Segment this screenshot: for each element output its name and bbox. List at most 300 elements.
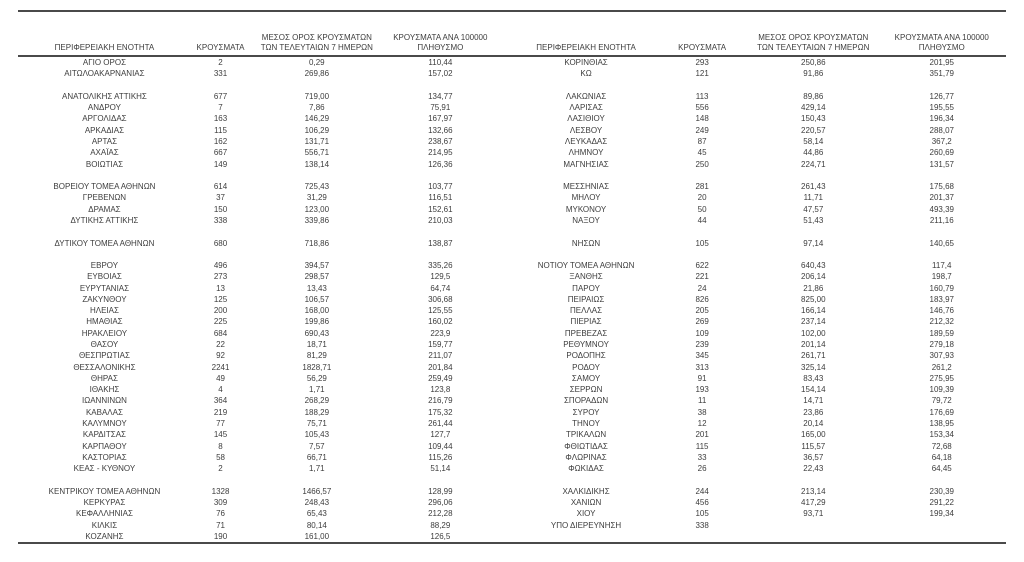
left-avg7-header-line1: ΜΕΣΟΣ ΟΡΟΣ ΚΡΟΥΣΜΑΤΩΝ [261, 33, 372, 42]
spacer-cell [497, 508, 517, 519]
left-avg7-cell: 268,29 [304, 396, 330, 406]
right-cases-cell [655, 226, 749, 237]
table-row [18, 316, 1006, 327]
right-cases-cell: 281 [695, 182, 709, 192]
left-region-cell: ΙΩΑΝΝΙΝΩΝ [82, 396, 127, 406]
right-avg7-cell: 44,86 [803, 148, 824, 158]
spacer-cell [497, 283, 517, 294]
left-region-cell: ΚΕΑΣ - ΚΥΘΝΟΥ [73, 464, 136, 474]
table-row [18, 260, 1006, 271]
left-per100k-cell: 110,44 [428, 58, 453, 67]
right-cases-cell: 12 [697, 419, 707, 428]
right-region-cell [517, 531, 655, 543]
table-row [18, 136, 1006, 147]
left-region-cell: ΚΟΖΑΝΗΣ [85, 531, 124, 541]
right-avg7-cell: 261,43 [801, 182, 826, 192]
right-per100k-cell: 160,79 [929, 283, 954, 293]
right-per100k-cell: 291,22 [929, 497, 954, 507]
spacer-cell [497, 486, 517, 497]
right-cases-cell: 11 [697, 396, 707, 406]
left-per100k-cell: 125,55 [428, 306, 453, 316]
left-per100k-header-line1: ΚΡΟΥΣΜΑΤΑ ΑΝΑ 100000 [393, 33, 488, 42]
right-region-cell: ΠΕΙΡΑΙΩΣ [567, 294, 605, 304]
right-avg7-cell: 22,43 [803, 464, 824, 474]
right-region-cell: ΠΙΕΡΙΑΣ [570, 317, 602, 327]
left-cases-header: ΚΡΟΥΣΜΑΤΑ [196, 43, 245, 52]
left-avg7-cell: 81,29 [306, 351, 327, 361]
left-per100k-cell: 335,26 [428, 261, 453, 271]
left-region-cell: ΚΑΛΥΜΝΟΥ [82, 419, 127, 428]
spacer-cell [497, 113, 517, 124]
left-avg7-cell: 199,86 [304, 317, 330, 327]
spacer-cell [497, 271, 517, 282]
left-per100k-cell: 126,5 [430, 531, 451, 541]
spacer-cell [497, 384, 517, 395]
table-row [18, 215, 1006, 226]
left-cases-cell: 680 [213, 238, 228, 248]
right-cases-cell: 193 [695, 385, 709, 395]
right-cases-cell: 38 [697, 407, 707, 417]
table-row [18, 204, 1006, 215]
left-avg7-cell: 248,43 [304, 497, 330, 507]
left-avg7-cell: 138,14 [304, 159, 330, 169]
right-region-cell: ΛΕΣΒΟΥ [569, 125, 603, 135]
left-cases-cell: 4 [218, 385, 223, 395]
table-row [18, 159, 1006, 170]
left-cases-cell: 677 [213, 91, 228, 101]
left-per100k-cell: 115,26 [428, 452, 453, 462]
right-avg7-cell: 36,57 [803, 452, 824, 462]
right-avg7-cell [749, 249, 877, 260]
right-avg7-cell: 237,14 [801, 317, 826, 327]
table-row [18, 520, 1006, 531]
left-cases-cell [191, 474, 250, 485]
left-avg7-cell [250, 226, 383, 237]
right-region-cell: ΞΑΝΘΗΣ [569, 272, 603, 282]
right-cases-cell: 201 [695, 430, 709, 440]
left-per100k-cell: 132,66 [428, 125, 453, 135]
table-row [18, 508, 1006, 519]
left-per100k-cell: 51,14 [430, 464, 451, 474]
left-region-cell: ΔΡΑΜΑΣ [88, 204, 121, 214]
spacer-cell [497, 339, 517, 350]
right-region-cell: ΥΠΟ ΔΙΕΡΕΥΝΗΣΗ [550, 520, 622, 530]
left-avg7-cell [250, 80, 383, 91]
left-region-cell: ΚΑΡΠΑΘΟΥ [82, 441, 127, 451]
right-region-cell: ΣΕΡΡΩΝ [569, 385, 603, 395]
spacer-cell [497, 294, 517, 305]
left-avg7-cell: 161,00 [304, 531, 330, 541]
left-per100k-cell: 103,77 [428, 182, 453, 192]
right-cases-cell: 24 [697, 283, 707, 293]
table-row [18, 339, 1006, 350]
left-per100k-cell: 210,03 [428, 215, 453, 225]
right-per100k-cell: 146,76 [929, 306, 954, 316]
spacer-cell [497, 463, 517, 474]
right-avg7-cell [749, 226, 877, 237]
spacer-cell [497, 192, 517, 203]
left-region-cell: ΑΡΓΟΛΙΔΑΣ [82, 114, 127, 124]
right-avg7-cell [749, 170, 877, 181]
left-avg7-cell: 719,00 [304, 91, 330, 101]
right-region-cell: ΚΟΡΙΝΘΙΑΣ [564, 58, 608, 67]
spacer-cell [497, 350, 517, 361]
table-row [18, 407, 1006, 418]
right-region-cell: ΦΘΙΩΤΙΔΑΣ [564, 441, 608, 451]
table-row [18, 125, 1006, 136]
spacer-cell [497, 407, 517, 418]
right-avg7-cell: 154,14 [801, 385, 826, 395]
right-region-cell: ΠΑΡΟΥ [572, 283, 600, 293]
spacer-cell [497, 170, 517, 181]
left-avg7-cell: 269,86 [304, 69, 330, 79]
right-avg7-cell: 83,43 [803, 373, 824, 383]
left-per100k-cell: 64,74 [430, 283, 451, 293]
right-per100k-cell: 117,4 [932, 261, 952, 271]
table-row [18, 452, 1006, 463]
right-per100k-cell: 195,55 [929, 103, 954, 113]
right-avg7-cell: 640,43 [801, 261, 826, 271]
table-row [18, 384, 1006, 395]
left-avg7-cell: 7,86 [309, 103, 325, 113]
right-avg7-cell: 825,00 [801, 294, 826, 304]
header-row [18, 11, 1006, 56]
left-avg7-cell: 690,43 [304, 328, 330, 338]
right-avg7-cell: 20,14 [803, 419, 824, 428]
right-cases-cell: 249 [695, 125, 709, 135]
left-avg7-cell: 131,71 [304, 136, 330, 146]
left-region-cell: ΗΡΑΚΛΕΙΟΥ [81, 328, 128, 338]
left-region-cell: ΘΑΣΟΥ [90, 340, 119, 350]
regional-cases-table-sheet [18, 10, 1006, 544]
right-avg7-cell: 150,43 [801, 114, 826, 124]
left-avg7-cell: 66,71 [306, 452, 327, 462]
right-region-cell [517, 474, 655, 485]
left-avg7-cell: 56,29 [306, 373, 327, 383]
left-per100k-cell: 211,07 [428, 351, 453, 361]
spacer-cell [497, 80, 517, 91]
left-region-cell: ΗΜΑΘΙΑΣ [86, 317, 123, 327]
left-region-cell: ΚΕΝΤΡΙΚΟΥ ΤΟΜΕΑ ΑΘΗΝΩΝ [48, 486, 161, 496]
left-cases-cell: 2 [218, 58, 223, 67]
right-cases-cell: 338 [695, 520, 709, 530]
right-per100k-cell: 351,79 [929, 69, 954, 79]
left-per100k-cell: 216,79 [428, 396, 453, 406]
left-per100k-cell: 259,49 [428, 373, 453, 383]
left-cases-cell: 13 [216, 283, 225, 293]
left-avg7-cell: 0,29 [309, 58, 325, 67]
left-avg7-cell: 65,43 [306, 509, 327, 519]
left-cases-cell: 8 [218, 441, 223, 451]
left-per100k-cell: 214,95 [428, 148, 453, 158]
right-cases-cell: 556 [695, 103, 709, 113]
left-cases-cell: 145 [213, 430, 228, 440]
table-row [18, 91, 1006, 102]
right-avg7-header-line1: ΜΕΣΟΣ ΟΡΟΣ ΚΡΟΥΣΜΑΤΩΝ [758, 33, 869, 42]
left-avg7-cell: 1466,57 [302, 486, 332, 496]
left-avg7-cell: 7,57 [309, 441, 325, 451]
right-per100k-cell [878, 474, 1007, 485]
table-row [18, 486, 1006, 497]
left-region-cell: ΔΥΤΙΚΗΣ ΑΤΤΙΚΗΣ [70, 215, 139, 225]
table-row [18, 418, 1006, 429]
right-per100k-cell: 126,77 [929, 91, 954, 101]
right-cases-cell: 113 [695, 91, 709, 101]
right-per100k-cell: 260,69 [929, 148, 954, 158]
right-region-cell [517, 170, 655, 181]
left-cases-cell: 225 [213, 317, 228, 327]
left-cases-cell [191, 80, 250, 91]
left-region-cell: ΑΝΔΡΟΥ [87, 103, 121, 113]
right-region-cell: ΠΡΕΒΕΖΑΣ [564, 328, 608, 338]
left-per100k-cell: 160,02 [428, 317, 453, 327]
right-region-cell: ΛΑΡΙΣΑΣ [569, 103, 603, 113]
left-region-cell [18, 80, 191, 91]
right-avg7-cell: 93,71 [803, 509, 824, 519]
left-cases-cell: 309 [213, 497, 228, 507]
right-cases-cell: 293 [695, 58, 709, 67]
left-cases-cell: 684 [213, 328, 228, 338]
table-row [18, 395, 1006, 406]
table-row [18, 113, 1006, 124]
left-region-cell: ΑΡΤΑΣ [91, 136, 118, 146]
right-region-cell: ΛΗΜΝΟΥ [568, 148, 604, 158]
right-avg7-cell: 224,71 [801, 159, 826, 169]
left-avg7-header-line2: ΤΩΝ ΤΕΛΕΥΤΑΙΩΝ 7 ΗΜΕΡΩΝ [260, 43, 373, 52]
left-cases-cell: 496 [213, 261, 228, 271]
right-avg7-cell: 21,86 [803, 283, 824, 293]
right-cases-header: ΚΡΟΥΣΜΑΤΑ [678, 43, 727, 52]
right-region-cell: ΧΙΟΥ [576, 509, 596, 519]
right-avg7-cell: 115,57 [801, 441, 826, 451]
left-per100k-cell: 306,68 [428, 294, 453, 304]
left-region-cell: ΑΡΚΑΔΙΑΣ [84, 125, 125, 135]
left-avg7-cell: 146,29 [304, 114, 330, 124]
left-per100k-cell: 128,99 [428, 486, 453, 496]
right-avg7-cell: 165,00 [801, 430, 826, 440]
right-region-header: ΠΕΡΙΦΕΡΕΙΑΚΗ ΕΝΟΤΗΤΑ [536, 43, 636, 52]
right-cases-cell: 105 [695, 509, 709, 519]
right-per100k-cell [878, 249, 1007, 260]
right-avg7-cell [749, 474, 877, 485]
right-per100k-cell: 275,95 [929, 373, 954, 383]
table-row [18, 350, 1006, 361]
left-cases-cell: 162 [213, 136, 228, 146]
table-row [18, 283, 1006, 294]
right-avg7-cell: 220,57 [801, 125, 826, 135]
left-region-cell: ΚΕΦΑΛΛΗΝΙΑΣ [75, 509, 133, 519]
right-cases-cell [655, 80, 749, 91]
left-per100k-cell [384, 249, 498, 260]
spacer-cell [497, 452, 517, 463]
right-per100k-header [878, 11, 1007, 56]
right-per100k-cell: 493,39 [929, 204, 954, 214]
left-avg7-cell: 188,29 [304, 407, 330, 417]
regional-cases-table [18, 10, 1006, 544]
right-avg7-cell: 89,86 [803, 91, 824, 101]
left-per100k-cell: 296,06 [428, 497, 453, 507]
table-row [18, 238, 1006, 249]
right-cases-cell: 148 [695, 114, 709, 124]
left-cases-cell: 667 [213, 148, 228, 158]
left-per100k-cell: 212,28 [428, 509, 453, 519]
right-avg7-cell: 51,43 [803, 215, 824, 225]
table-row [18, 271, 1006, 282]
left-avg7-header [250, 11, 383, 56]
right-per100k-cell: 261,2 [931, 362, 952, 372]
spacer-cell [497, 373, 517, 384]
right-region-cell: ΠΕΛΛΑΣ [570, 306, 603, 316]
right-region-cell: ΣΠΟΡΑΔΩΝ [563, 396, 609, 406]
left-region-cell: ΗΛΕΙΑΣ [89, 306, 119, 316]
left-avg7-cell: 123,00 [304, 204, 330, 214]
right-cases-cell: 244 [695, 486, 709, 496]
spacer-cell [497, 362, 517, 373]
right-region-cell: ΛΕΥΚΑΔΑΣ [564, 136, 608, 146]
left-region-cell [18, 474, 191, 485]
spacer-cell [497, 531, 517, 543]
right-region-cell: ΡΕΘΥΜΝΟΥ [563, 340, 609, 350]
right-avg7-header [749, 11, 877, 56]
left-region-cell [18, 226, 191, 237]
left-avg7-cell: 18,71 [306, 340, 327, 350]
spacer-cell [497, 102, 517, 113]
table-row [18, 68, 1006, 79]
right-cases-cell: 269 [695, 317, 709, 327]
right-region-cell: ΡΟΔΟΠΗΣ [566, 351, 606, 361]
table-row [18, 294, 1006, 305]
left-avg7-cell: 106,29 [304, 125, 330, 135]
right-avg7-cell [749, 520, 877, 531]
spacer-cell [497, 441, 517, 452]
left-avg7-cell: 725,43 [304, 182, 330, 192]
right-per100k-cell: 72,68 [931, 441, 952, 451]
left-cases-cell: 364 [213, 396, 228, 406]
left-per100k-cell: 261,44 [428, 419, 453, 428]
right-cases-cell: 115 [695, 441, 709, 451]
right-per100k-cell: 176,69 [929, 407, 954, 417]
spacer-cell [497, 395, 517, 406]
left-avg7-cell: 31,29 [306, 193, 327, 203]
spacer-cell [497, 249, 517, 260]
right-region-cell: ΝΗΣΩΝ [571, 238, 601, 248]
right-per100k-cell: 211,16 [929, 215, 954, 225]
left-region-cell: ΑΝΑΤΟΛΙΚΗΣ ΑΤΤΙΚΗΣ [62, 91, 147, 101]
right-per100k-cell: 201,95 [929, 58, 954, 67]
left-cases-cell: 49 [216, 373, 225, 383]
left-avg7-cell: 339,86 [304, 215, 330, 225]
right-cases-cell: 239 [695, 340, 709, 350]
right-region-cell: ΣΑΜΟΥ [571, 373, 601, 383]
left-avg7-cell [250, 170, 383, 181]
table-row [18, 441, 1006, 452]
left-cases-cell: 2241 [211, 362, 230, 372]
table-row [18, 226, 1006, 237]
left-per100k-cell [384, 474, 498, 485]
left-per100k-header [384, 11, 498, 56]
right-avg7-cell: 11,71 [803, 193, 823, 203]
right-avg7-cell: 206,14 [801, 272, 826, 282]
right-cases-cell: 45 [697, 148, 707, 158]
right-region-cell: ΝΑΞΟΥ [572, 215, 600, 225]
spacer-cell [497, 125, 517, 136]
left-region-cell: ΔΥΤΙΚΟΥ ΤΟΜΕΑ ΑΘΗΝΩΝ [54, 238, 155, 248]
left-per100k-cell: 167,97 [428, 114, 453, 124]
left-region-cell: ΚΕΡΚΥΡΑΣ [83, 497, 126, 507]
right-cases-cell: 456 [695, 497, 709, 507]
left-cases-cell: 7 [218, 103, 223, 113]
left-cases-cell: 149 [213, 159, 228, 169]
right-avg7-cell: 91,86 [803, 69, 824, 79]
right-region-cell: ΚΩ [580, 69, 592, 79]
left-per100k-cell: 159,77 [428, 340, 453, 350]
right-region-cell: ΜΥΚΟΝΟΥ [565, 204, 607, 214]
right-region-cell: ΦΩΚΙΔΑΣ [568, 464, 604, 474]
right-region-cell: ΜΑΓΝΗΣΙΑΣ [563, 159, 609, 169]
right-region-cell [517, 226, 655, 237]
right-cases-cell [655, 170, 749, 181]
right-region-cell [517, 80, 655, 91]
right-per100k-cell: 199,34 [929, 509, 954, 519]
left-cases-cell: 92 [216, 351, 225, 361]
right-avg7-cell: 261,71 [801, 351, 826, 361]
left-avg7-cell: 1,71 [309, 385, 325, 395]
right-cases-cell [655, 249, 749, 260]
table-row [18, 181, 1006, 192]
left-per100k-cell [384, 226, 498, 237]
right-cases-cell: 826 [695, 294, 709, 304]
left-cases-cell: 71 [216, 520, 225, 530]
left-avg7-cell: 556,71 [304, 148, 330, 158]
left-region-cell [18, 170, 191, 181]
spacer-cell [497, 429, 517, 440]
spacer-cell [497, 159, 517, 170]
right-per100k-cell [878, 226, 1007, 237]
right-per100k-cell: 131,57 [929, 159, 954, 169]
left-cases-cell: 1328 [211, 486, 230, 496]
right-per100k-cell [878, 80, 1007, 91]
left-region-cell: ΕΥΡΥΤΑΝΙΑΣ [79, 283, 130, 293]
spacer-cell [497, 147, 517, 158]
spacer-cell [497, 181, 517, 192]
left-region-cell: ΘΕΣΣΑΛΟΝΙΚΗΣ [73, 362, 136, 372]
right-per100k-cell: 138,95 [929, 419, 954, 428]
right-cases-cell: 121 [695, 69, 709, 79]
right-cases-cell: 221 [695, 272, 709, 282]
left-per100k-cell: 138,87 [428, 238, 453, 248]
spacer-cell [497, 68, 517, 79]
right-cases-cell: 33 [697, 452, 707, 462]
left-cases-cell: 76 [216, 509, 225, 519]
left-avg7-cell: 1,71 [309, 464, 325, 474]
right-per100k-cell: 198,7 [931, 272, 952, 282]
right-cases-cell: 44 [697, 215, 707, 225]
right-per100k-cell [878, 531, 1007, 543]
right-avg7-cell: 23,86 [803, 407, 824, 417]
left-region-cell: ΓΡΕΒΕΝΩΝ [82, 193, 127, 203]
left-per100k-cell: 126,36 [428, 159, 453, 169]
left-region-cell: ΙΘΑΚΗΣ [89, 385, 120, 395]
right-region-cell: ΡΟΔΟΥ [572, 362, 600, 372]
right-per100k-cell: 288,07 [929, 125, 954, 135]
right-avg7-cell: 14,71 [803, 396, 824, 406]
left-cases-cell: 190 [213, 531, 228, 541]
left-cases-cell: 219 [213, 407, 228, 417]
right-cases-cell: 91 [697, 373, 707, 383]
right-per100k-cell [878, 520, 1007, 531]
right-per100k-cell: 230,39 [929, 486, 954, 496]
left-cases-cell: 200 [213, 306, 228, 316]
